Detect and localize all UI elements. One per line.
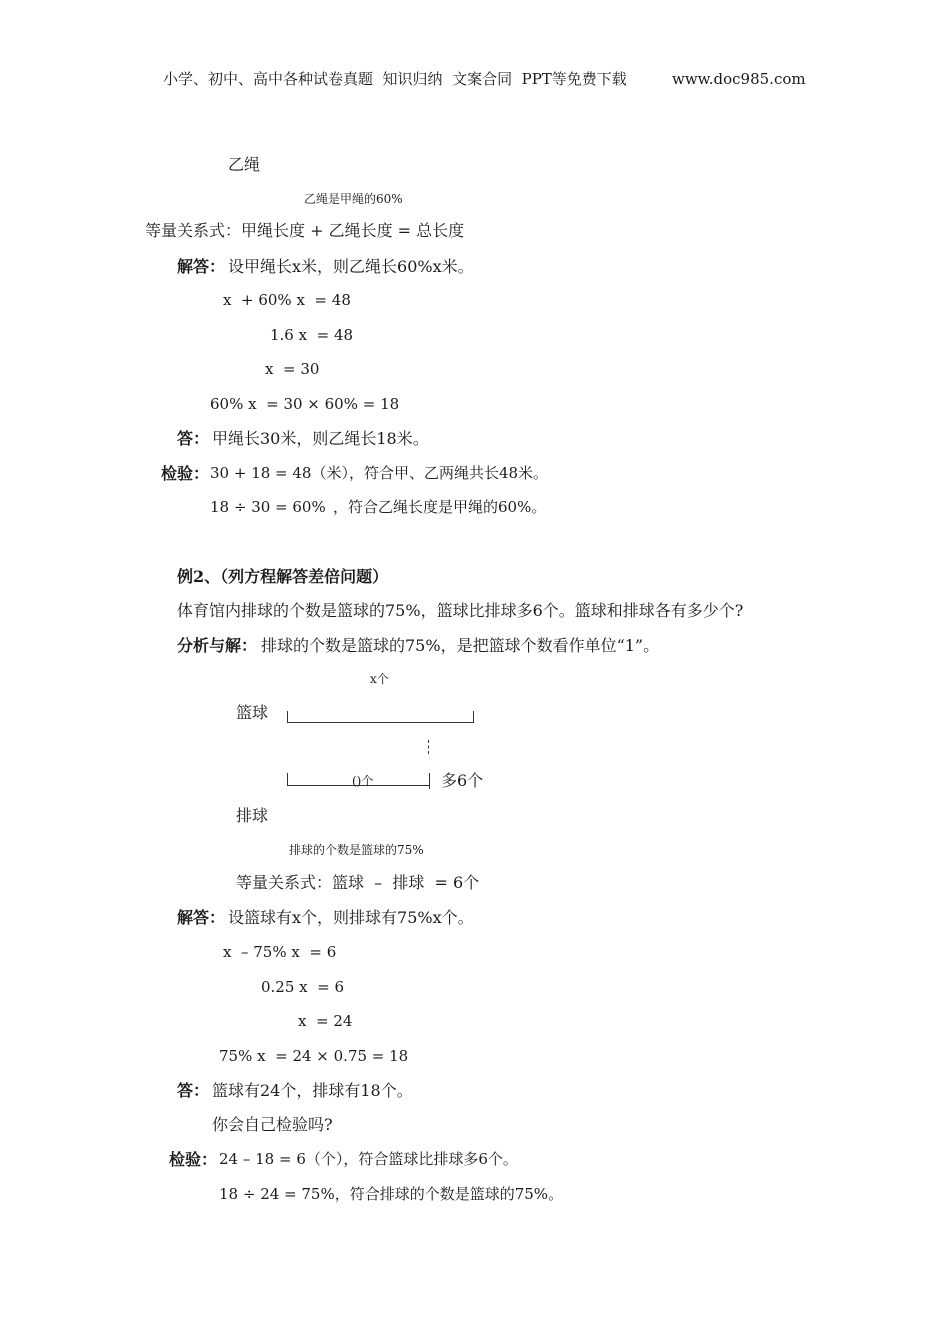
equation-1-3: x = 30 (265, 360, 320, 378)
solution-label-2: 解答： (177, 908, 226, 927)
equation-1-2: 1.6 x = 48 (270, 326, 354, 344)
basketball-segment-right-tick (473, 711, 474, 723)
check-line-2-1: 24 – 18 = 6（个），符合篮球比排球多6个。 (219, 1150, 518, 1168)
example-2-problem: 体育馆内排球的个数是篮球的75%，篮球比排球多6个。篮球和排球各有多少个? (177, 601, 744, 620)
diagram-caption: 排球的个数是篮球的75% (289, 843, 424, 857)
check-label-2: 检验： (169, 1150, 218, 1169)
volleyball-segment-left-tick (287, 773, 288, 785)
equation-1-1: x + 60% x = 48 (223, 291, 351, 309)
equation-2-2: 0.25 x = 6 (261, 978, 345, 996)
rope-diagram-caption: 乙绳是甲绳的60% (304, 192, 403, 206)
example-2-heading: 例2、（列方程解答差倍问题） (177, 567, 389, 586)
solution-text-1: 设甲绳长x米，则乙绳长60%x米。 (228, 257, 474, 276)
rope-b-label: 乙绳 (228, 155, 261, 174)
answer-label-1: 答： (177, 429, 210, 448)
check-line-1-2b: ，符合乙绳长度是甲绳的60%。 (333, 498, 547, 516)
volleyball-segment-right-tick (429, 773, 430, 789)
check-label-1: 检验： (161, 464, 210, 483)
analysis-text: 排球的个数是篮球的75%，是把篮球个数看作单位“1”。 (261, 636, 660, 655)
check-line-1-1: 30 + 18 = 48（米），符合甲、乙两绳共长48米。 (210, 464, 549, 482)
relation-2: 等量关系式：篮球 – 排球 = 6个 (236, 873, 480, 892)
check-line-2-2: 18 ÷ 24 = 75%，符合排球的个数是篮球的75%。 (219, 1185, 564, 1203)
basketball-label: 篮球 (236, 703, 269, 722)
volleyball-label: 排球 (236, 806, 269, 825)
basketball-segment-left-tick (287, 711, 288, 723)
header-url: www.doc985.com (672, 70, 806, 88)
volleyball-count-label: ()个 (352, 774, 374, 788)
answer-text-1: 甲绳长30米，则乙绳长18米。 (212, 429, 429, 448)
answer-text-2: 篮球有24个，排球有18个。 (212, 1081, 413, 1100)
check-line-1-2a: 18 ÷ 30 = 60% (210, 498, 326, 516)
difference-label: 多6个 (441, 771, 484, 790)
basketball-segment (287, 722, 474, 723)
solution-label-1: 解答： (177, 257, 226, 276)
analysis-label: 分析与解： (177, 636, 258, 655)
solution-text-2: 设篮球有x个，则排球有75%x个。 (228, 908, 474, 927)
header-title: 小学、初中、高中各种试卷真题 知识归纳 文案合同 PPT等免费下载 (163, 70, 627, 88)
self-check-prompt: 你会自己检验吗? (212, 1115, 333, 1134)
answer-label-2: 答： (177, 1081, 210, 1100)
equation-2-1: x – 75% x = 6 (223, 943, 337, 961)
divider-dashed-line (428, 740, 429, 754)
equation-2-4: 75% x = 24 × 0.75 = 18 (219, 1047, 409, 1065)
diagram-top-label: x个 (370, 672, 389, 686)
equation-1-4: 60% x = 30 × 60% = 18 (210, 395, 400, 413)
equation-2-3: x = 24 (298, 1012, 353, 1030)
relation-1: 等量关系式：甲绳长度 + 乙绳长度 = 总长度 (145, 221, 465, 240)
